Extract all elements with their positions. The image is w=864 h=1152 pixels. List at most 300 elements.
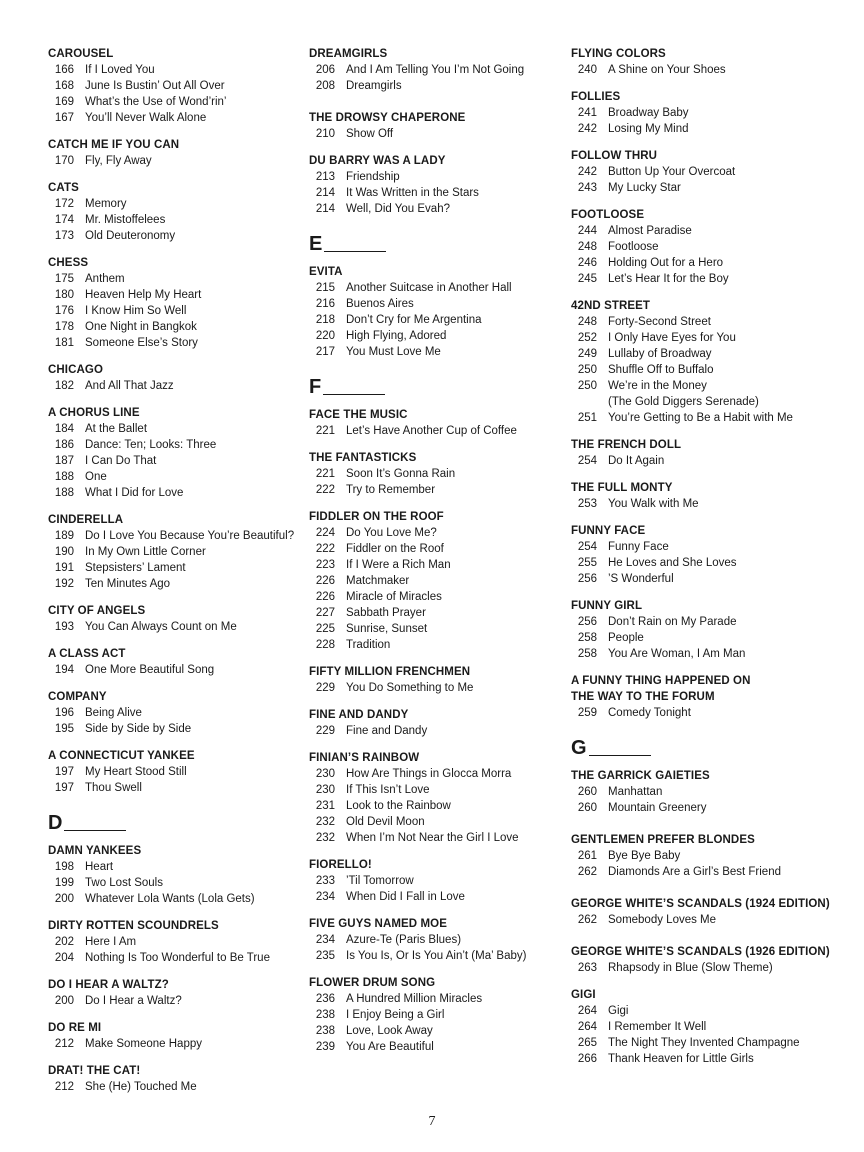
section-rule	[64, 830, 126, 831]
song-title: Make Someone Happy	[85, 1038, 202, 1050]
song-row	[48, 764, 303, 780]
song-row	[48, 875, 303, 891]
song-page-number: 181	[54, 337, 74, 349]
song-row	[309, 873, 564, 889]
song-page-number: 234	[315, 891, 335, 903]
song-title: Sabbath Prayer	[346, 607, 426, 619]
show-entry	[48, 1020, 303, 1052]
show-entry	[48, 362, 303, 394]
song-page-number: 215	[315, 282, 335, 294]
song-title: In My Own Little Corner	[85, 546, 206, 558]
song-title: A Hundred Million Miracles	[346, 993, 483, 1005]
song-title: Miracle of Miracles	[346, 591, 442, 603]
song-title: The Night They Invented Champagne	[608, 1037, 800, 1049]
song-page-number: 234	[315, 934, 335, 946]
show-entry	[48, 748, 303, 796]
section-letter: D	[48, 812, 63, 834]
show-title: FOOTLOOSE	[571, 209, 645, 221]
song-page-number: 262	[577, 914, 597, 926]
song-row	[309, 169, 564, 185]
song-row	[571, 453, 856, 469]
song-row	[309, 525, 564, 541]
show-title: FLYING COLORS	[571, 48, 666, 60]
song-row	[571, 864, 856, 880]
show-title: CATCH ME IF YOU CAN	[48, 139, 180, 151]
song-page-number: 200	[54, 995, 74, 1007]
show-title: FOLLOW THRU	[571, 150, 658, 162]
song-page-number: 189	[54, 530, 74, 542]
song-page-number: 168	[54, 80, 74, 92]
song-title: Thou Swell	[85, 782, 142, 794]
song-page-number: 224	[315, 527, 335, 539]
song-page-number: 212	[54, 1038, 74, 1050]
song-row	[571, 346, 856, 362]
song-row	[309, 798, 564, 814]
song-page-number: 226	[315, 575, 335, 587]
song-title: Being Alive	[85, 707, 142, 719]
song-page-number: 242	[577, 166, 597, 178]
song-page-number: 231	[315, 800, 335, 812]
show-title: DIRTY ROTTEN SCOUNDRELS	[48, 920, 219, 932]
song-title: He Loves and She Loves	[608, 557, 737, 569]
song-title: ’S Wonderful	[608, 573, 674, 585]
show-title: CITY OF ANGELS	[48, 605, 146, 617]
song-page-number: 202	[54, 936, 74, 948]
show-entry	[48, 603, 303, 635]
song-title: You Are Beautiful	[346, 1041, 434, 1053]
show-entry	[571, 832, 856, 880]
song-page-number	[571, 394, 597, 410]
song-row	[309, 637, 564, 653]
song-title: What’s the Use of Wond’rin’	[85, 96, 227, 108]
song-page-number: 200	[54, 893, 74, 905]
section-letter: E	[309, 233, 323, 255]
song-row	[309, 589, 564, 605]
song-page-number: 242	[577, 123, 597, 135]
song-title: Do I Love You Because You’re Beautiful?	[85, 530, 295, 542]
song-row	[48, 335, 303, 351]
song-row	[571, 630, 856, 646]
song-row	[309, 889, 564, 905]
song-page-number: 259	[577, 707, 597, 719]
song-row	[309, 680, 564, 696]
song-page-number: 249	[577, 348, 597, 360]
song-page-number: 221	[315, 425, 335, 437]
song-page-number: 258	[577, 648, 597, 660]
show-title: FUNNY FACE	[571, 525, 646, 537]
song-title: Let’s Have Another Cup of Coffee	[346, 425, 517, 437]
song-page-number: 254	[577, 455, 597, 467]
song-page-number: 167	[54, 112, 74, 124]
song-title: Thank Heaven for Little Girls	[608, 1053, 754, 1065]
song-title: June Is Bustin’ Out All Over	[85, 80, 225, 92]
song-title: Gigi	[608, 1005, 629, 1017]
show-entry	[571, 598, 856, 662]
song-page-number: 258	[577, 632, 597, 644]
song-title: You Do Something to Me	[346, 682, 474, 694]
song-row	[48, 378, 303, 394]
page-number: 7	[428, 1114, 436, 1129]
song-title: I Remember It Well	[608, 1021, 707, 1033]
song-row	[571, 614, 856, 630]
show-title: FINIAN’S RAINBOW	[309, 752, 420, 764]
show-entry	[309, 509, 564, 653]
song-page-number: 194	[54, 664, 74, 676]
song-row	[309, 466, 564, 482]
show-title: THE FANTASTICKS	[309, 452, 417, 464]
show-title: A FUNNY THING HAPPENED ON	[571, 675, 751, 687]
show-title: DREAMGIRLS	[309, 48, 388, 60]
song-title: Nothing Is Too Wonderful to Be True	[85, 952, 270, 964]
song-row	[309, 830, 564, 846]
song-page-number: 245	[577, 273, 597, 285]
song-title: One	[85, 471, 107, 483]
song-title: Shuffle Off to Buffalo	[608, 364, 714, 376]
song-row	[571, 1035, 856, 1051]
song-page-number: 236	[315, 993, 335, 1005]
song-title: When I’m Not Near the Girl I Love	[346, 832, 519, 844]
song-title: One More Beautiful Song	[85, 664, 215, 676]
song-row	[571, 646, 856, 662]
song-title: If This Isn’t Love	[346, 784, 430, 796]
song-title: Forty-Second Street	[608, 316, 711, 328]
song-page-number: 193	[54, 621, 74, 633]
song-title: At the Ballet	[85, 423, 148, 435]
song-page-number: 166	[54, 64, 74, 76]
song-title: She (He) Touched Me	[85, 1081, 197, 1093]
song-row	[571, 539, 856, 555]
song-row	[309, 557, 564, 573]
song-row	[48, 287, 303, 303]
song-page-number: 253	[577, 498, 597, 510]
song-row	[571, 555, 856, 571]
show-entry	[309, 450, 564, 498]
song-page-number: 256	[577, 573, 597, 585]
index-column-2	[309, 46, 564, 1055]
song-page-number: 230	[315, 768, 335, 780]
song-page-number: 243	[577, 182, 597, 194]
song-title: Is You Is, Or Is You Ain’t (Ma’ Baby)	[346, 950, 527, 962]
song-page-number: 229	[315, 725, 335, 737]
song-title: Ten Minutes Ago	[85, 578, 171, 590]
song-row	[571, 912, 856, 928]
show-title: CAROUSEL	[48, 48, 114, 60]
show-entry	[48, 1063, 303, 1095]
song-title: Heaven Help My Heart	[85, 289, 202, 301]
song-title: Sunrise, Sunset	[346, 623, 428, 635]
show-title: GEORGE WHITE’S SCANDALS (1924 EDITION)	[571, 898, 830, 910]
song-page-number: 178	[54, 321, 74, 333]
song-page-number: 182	[54, 380, 74, 392]
show-title: CHESS	[48, 257, 89, 269]
song-page-number: 255	[577, 557, 597, 569]
song-title: Almost Paradise	[608, 225, 692, 237]
song-title: Two Lost Souls	[85, 877, 163, 889]
song-title: Anthem	[85, 273, 125, 285]
show-entry	[48, 46, 303, 126]
song-row	[309, 948, 564, 964]
song-row	[571, 164, 856, 180]
show-entry	[309, 975, 564, 1055]
song-title: Broadway Baby	[608, 107, 689, 119]
song-page-number: 218	[315, 314, 335, 326]
section-rule	[589, 755, 651, 756]
song-row	[571, 705, 856, 721]
section-letter-heading	[571, 737, 856, 759]
song-row	[309, 185, 564, 201]
song-row	[309, 62, 564, 78]
show-entry	[571, 896, 856, 928]
show-title: DRAT! THE CAT!	[48, 1065, 141, 1077]
song-title: Friendship	[346, 171, 400, 183]
song-page-number: 195	[54, 723, 74, 735]
song-title: Funny Face	[608, 541, 669, 553]
song-page-number: 204	[54, 952, 74, 964]
song-page-number: 241	[577, 107, 597, 119]
song-page-number: 264	[577, 1021, 597, 1033]
song-page-number: 263	[577, 962, 597, 974]
song-row	[309, 423, 564, 439]
song-row	[48, 62, 303, 78]
song-page-number: 173	[54, 230, 74, 242]
song-row	[571, 1019, 856, 1035]
song-page-number: 170	[54, 155, 74, 167]
section-rule	[323, 394, 385, 395]
song-title: Fly, Fly Away	[85, 155, 152, 167]
show-title: A CHORUS LINE	[48, 407, 140, 419]
song-title: Do You Love Me?	[346, 527, 437, 539]
song-title: Let’s Hear It for the Boy	[608, 273, 729, 285]
show-title: DO RE MI	[48, 1022, 102, 1034]
section-letter-heading	[48, 812, 303, 834]
song-row	[571, 1051, 856, 1067]
song-row	[309, 932, 564, 948]
song-title: Lullaby of Broadway	[608, 348, 712, 360]
song-title: Buenos Aires	[346, 298, 414, 310]
show-entry	[48, 512, 303, 592]
song-row	[48, 153, 303, 169]
song-row	[48, 544, 303, 560]
song-row	[571, 105, 856, 121]
song-page-number: 191	[54, 562, 74, 574]
song-title: I Can Do That	[85, 455, 157, 467]
show-title: FINE AND DANDY	[309, 709, 409, 721]
song-row	[309, 991, 564, 1007]
song-row	[48, 619, 303, 635]
show-entry	[48, 918, 303, 966]
song-page-number: 264	[577, 1005, 597, 1017]
show-title: COMPANY	[48, 691, 107, 703]
song-row	[48, 993, 303, 1009]
song-row	[309, 312, 564, 328]
song-title: Show Off	[346, 128, 394, 140]
song-page-number: 266	[577, 1053, 597, 1065]
song-title: ’Til Tomorrow	[346, 875, 414, 887]
song-title: My Heart Stood Still	[85, 766, 187, 778]
section-letter: F	[309, 376, 322, 398]
song-title: Don’t Cry for Me Argentina	[346, 314, 482, 326]
song-row	[309, 541, 564, 557]
show-entry	[309, 664, 564, 696]
song-row	[309, 1007, 564, 1023]
song-row	[48, 469, 303, 485]
song-row	[48, 662, 303, 678]
song-page-number: 250	[577, 364, 597, 376]
song-title: Heart	[85, 861, 114, 873]
song-page-number: 208	[315, 80, 335, 92]
song-title: Soon It’s Gonna Rain	[346, 468, 456, 480]
song-row	[571, 314, 856, 330]
song-title: Memory	[85, 198, 127, 210]
song-row	[48, 319, 303, 335]
show-entry	[48, 180, 303, 244]
show-entry	[571, 987, 856, 1067]
song-page-number: 260	[577, 786, 597, 798]
song-row	[48, 421, 303, 437]
song-title: Manhattan	[608, 786, 663, 798]
song-title: Another Suitcase in Another Hall	[346, 282, 512, 294]
song-row	[48, 934, 303, 950]
song-page-number: 180	[54, 289, 74, 301]
song-row	[571, 496, 856, 512]
song-row	[309, 344, 564, 360]
song-page-number: 187	[54, 455, 74, 467]
song-title: And I Am Telling You I’m Not Going	[346, 64, 525, 76]
song-row	[48, 705, 303, 721]
show-title: GEORGE WHITE’S SCANDALS (1926 EDITION)	[571, 946, 830, 958]
song-title: You Must Love Me	[346, 346, 441, 358]
song-row	[48, 196, 303, 212]
song-title: And All That Jazz	[85, 380, 174, 392]
song-page-number: 221	[315, 468, 335, 480]
show-title: DU BARRY WAS A LADY	[309, 155, 446, 167]
song-page-number: 226	[315, 591, 335, 603]
song-row	[571, 271, 856, 287]
song-title: We’re in the Money	[608, 380, 707, 392]
song-row	[309, 126, 564, 142]
song-page-number: 217	[315, 346, 335, 358]
song-title: Bye Bye Baby	[608, 850, 681, 862]
song-title: Don’t Rain on My Parade	[608, 616, 737, 628]
song-title: You Can Always Count on Me	[85, 621, 237, 633]
show-entry	[309, 46, 564, 94]
song-page-number: 197	[54, 782, 74, 794]
show-title: GIGI	[571, 989, 596, 1001]
song-row	[571, 394, 856, 410]
song-row	[48, 212, 303, 228]
song-page-number: 214	[315, 187, 335, 199]
show-title: 42ND STREET	[571, 300, 651, 312]
song-page-number: 222	[315, 484, 335, 496]
song-title: You Are Woman, I Am Man	[608, 648, 746, 660]
section-letter-heading	[309, 376, 564, 398]
song-title: You’re Getting to Be a Habit with Me	[608, 412, 793, 424]
song-page-number: 238	[315, 1009, 335, 1021]
show-entry	[48, 843, 303, 907]
show-entry	[48, 689, 303, 737]
song-title: If I Loved You	[85, 64, 155, 76]
index-column-1	[48, 46, 303, 1095]
song-row	[309, 482, 564, 498]
song-row	[48, 271, 303, 287]
song-title: Mountain Greenery	[608, 802, 707, 814]
song-row	[571, 378, 856, 394]
show-entry	[571, 673, 856, 721]
song-page-number: 265	[577, 1037, 597, 1049]
song-row	[48, 303, 303, 319]
song-page-number: 188	[54, 471, 74, 483]
song-page-number: 254	[577, 541, 597, 553]
song-page-number: 216	[315, 298, 335, 310]
song-row	[48, 110, 303, 126]
show-entry	[571, 944, 856, 976]
show-entry	[571, 207, 856, 287]
song-page-number: 190	[54, 546, 74, 558]
show-entry	[309, 857, 564, 905]
show-entry	[571, 768, 856, 816]
song-title: Do I Hear a Waltz?	[85, 995, 182, 1007]
song-title: Old Deuteronomy	[85, 230, 176, 242]
song-row	[571, 362, 856, 378]
song-title: How Are Things in Glocca Morra	[346, 768, 512, 780]
song-title: Someone Else’s Story	[85, 337, 198, 349]
song-title: Tradition	[346, 639, 391, 651]
song-row	[48, 1079, 303, 1095]
song-row	[48, 721, 303, 737]
show-title: FIVE GUYS NAMED MOE	[309, 918, 447, 930]
song-row	[48, 94, 303, 110]
song-title: Look to the Rainbow	[346, 800, 451, 812]
song-row	[48, 891, 303, 907]
song-page-number: 239	[315, 1041, 335, 1053]
song-row	[309, 605, 564, 621]
show-entry	[309, 750, 564, 846]
song-page-number: 184	[54, 423, 74, 435]
song-page-number: 192	[54, 578, 74, 590]
show-entry	[309, 707, 564, 739]
show-title: THE FULL MONTY	[571, 482, 673, 494]
song-row	[48, 453, 303, 469]
song-page-number: 176	[54, 305, 74, 317]
song-row	[309, 782, 564, 798]
song-page-number: 235	[315, 950, 335, 962]
song-page-number: 227	[315, 607, 335, 619]
section-rule	[324, 251, 386, 252]
song-title: Rhapsody in Blue (Slow Theme)	[608, 962, 773, 974]
song-row	[571, 62, 856, 78]
song-page-number: 174	[54, 214, 74, 226]
song-page-number: 248	[577, 241, 597, 253]
song-title: Old Devil Moon	[346, 816, 425, 828]
show-entry	[309, 407, 564, 439]
song-row	[309, 328, 564, 344]
song-page-number: 244	[577, 225, 597, 237]
song-page-number: 262	[577, 866, 597, 878]
show-title: DO I HEAR A WALTZ?	[48, 979, 169, 991]
show-title: EVITA	[309, 266, 343, 278]
song-row	[48, 576, 303, 592]
song-title: Losing My Mind	[608, 123, 689, 135]
song-row	[309, 1039, 564, 1055]
song-row	[571, 1003, 856, 1019]
show-title: A CONNECTICUT YANKEE	[48, 750, 195, 762]
song-page-number: 233	[315, 875, 335, 887]
section-letter-heading	[309, 233, 564, 255]
song-page-number: 196	[54, 707, 74, 719]
show-entry	[48, 977, 303, 1009]
song-title: Side by Side by Side	[85, 723, 192, 735]
show-title: THE FRENCH DOLL	[571, 439, 682, 451]
